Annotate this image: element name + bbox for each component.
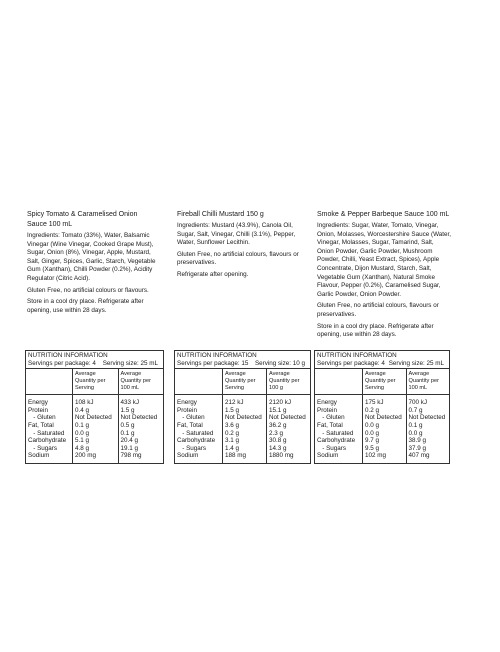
nutrition-table bbox=[315, 369, 449, 463]
nutrition-panel bbox=[174, 350, 311, 464]
column-header-per-100: Average Quantity per 100 mL bbox=[118, 369, 164, 395]
nutrient-label: Sodium bbox=[177, 452, 199, 460]
nutrient-value-per-100: 700 kJ bbox=[406, 395, 450, 407]
nutrient-value-per-serving: 0.0 g bbox=[72, 430, 118, 438]
ingredients-text: Ingredients: Tomato (33%), Water, Balsamic Vinegar (Wine Vinegar, Cooked Grape Must), Sugar, Onion (8%), Vinegar, Apple, Mustard, Salt, Ginger, Spices, Garlic, Starch, Vegetable Gum (Xanthan), Chilli Powder (0.2%), Acidity Regulator (Citric Acid). bbox=[27, 232, 156, 282]
serving-size: Serving size: 25 mL bbox=[102, 359, 158, 367]
column-header-per-serving: Average Quantity per Serving bbox=[222, 369, 266, 395]
serving-size: Serving size: 10 g bbox=[254, 359, 305, 367]
nutrient-label: - Gluten bbox=[317, 414, 345, 422]
ingredients-text: Ingredients: Sugar, Water, Tomato, Vinegar, Onion, Molasses, Worcestershire Sauce (Water, Vinegar, Molasses, Sugar, Tamarind, Salt, Onion Powder, Garlic Powder, Mushroom Powder, Chilli, Yeast Extract, Spices), Apple Concentrate, Dijon Mustard, Starch, Salt, Vegetable Gum (Xanthan), Natural Smoke Flavour, Pepper (0.2%), Caramelised Sugar, Garlic Powder, Onion Powder. bbox=[317, 222, 452, 298]
nutrition-heading: NUTRITION INFORMATION bbox=[177, 352, 257, 359]
nutrient-value-per-100: 2.3 g bbox=[266, 430, 310, 438]
nutrient-value-per-serving: 0.0 g bbox=[362, 430, 406, 438]
storage-text: Store in a cool dry place. Refrigerate after opening, use within 28 days. bbox=[317, 322, 434, 339]
nutrition-table bbox=[175, 369, 310, 463]
nutrient-value-per-serving: 4.8 g bbox=[72, 445, 118, 453]
nutrient-value-per-serving: Not Detected bbox=[362, 414, 406, 422]
nutrient-value-per-serving: 3.6 g bbox=[222, 422, 266, 430]
nutrient-label: Energy bbox=[177, 399, 197, 407]
nutrient-value-per-100: 0.0 g bbox=[406, 430, 450, 438]
nutrient-value-per-serving: 9.7 g bbox=[362, 437, 406, 445]
nutrient-value-per-100: 30.8 g bbox=[266, 437, 310, 445]
nutrient-value-per-100: 798 mg bbox=[118, 452, 164, 463]
nutrient-label: Protein bbox=[177, 406, 197, 414]
nutrient-label: Protein bbox=[28, 406, 48, 414]
nutrition-header bbox=[315, 351, 449, 369]
nutrition-heading: NUTRITION INFORMATION bbox=[28, 352, 108, 359]
nutrient-label: Carbohydrate bbox=[177, 437, 216, 445]
nutrient-label: - Gluten bbox=[177, 414, 205, 422]
nutrition-heading: NUTRITION INFORMATION bbox=[317, 352, 397, 359]
product-size: Sauce 100 mL bbox=[27, 221, 73, 228]
nutrient-value-per-serving: 9.5 g bbox=[362, 445, 406, 453]
nutrient-label: Sodium bbox=[317, 452, 339, 460]
nutrient-value-per-100: Not Detected bbox=[266, 414, 310, 422]
nutrient-value-per-100: 407 mg bbox=[406, 452, 450, 463]
column-header-blank bbox=[26, 369, 72, 395]
product-title: Spicy Tomato & Caramelised Onion bbox=[27, 211, 138, 218]
nutrient-label: Fat, Total bbox=[177, 421, 203, 429]
nutrient-label: - Sugars bbox=[177, 444, 207, 452]
column-header-blank bbox=[175, 369, 222, 395]
nutrient-value-per-serving: 0.0 g bbox=[362, 422, 406, 430]
nutrient-label: Fat, Total bbox=[317, 421, 343, 429]
ingredients-text: Ingredients: Mustard (43.9%), Canola Oil, Sugar, Salt, Vinegar, Chilli (3.1%), Pepper, Water, Sunflower Lecithin. bbox=[177, 222, 296, 247]
nutrient-value-per-serving: Not Detected bbox=[72, 414, 118, 422]
nutrient-value-per-serving: 102 mg bbox=[362, 452, 406, 463]
nutrient-label: - Saturated bbox=[177, 429, 214, 437]
nutrient-value-per-100: 19.1 g bbox=[118, 445, 164, 453]
nutrient-value-per-100: 38.9 g bbox=[406, 437, 450, 445]
product-title: Fireball Chilli Mustard 150 g bbox=[177, 211, 264, 218]
nutrient-value-per-serving: Not Detected bbox=[222, 414, 266, 422]
nutrient-value-per-serving: 0.2 g bbox=[222, 430, 266, 438]
nutrient-value-per-100: 14.3 g bbox=[266, 445, 310, 453]
nutrient-value-per-serving: 5.1 g bbox=[72, 437, 118, 445]
nutrient-label: Carbohydrate bbox=[317, 437, 356, 445]
nutrient-value-per-100: 1.5 g bbox=[118, 407, 164, 415]
nutrient-label: Energy bbox=[317, 399, 337, 407]
nutrient-value-per-100: 0.5 g bbox=[118, 422, 164, 430]
nutrient-value-per-100: 433 kJ bbox=[118, 395, 164, 407]
product-info-spicy-tomato bbox=[27, 210, 160, 318]
nutrition-panel bbox=[25, 350, 164, 464]
storage-text: Refrigerate after opening. bbox=[177, 270, 249, 278]
nutrient-label: - Sugars bbox=[28, 444, 58, 452]
product-title: Smoke & Pepper Barbeque Sauce 100 mL bbox=[317, 211, 450, 218]
product-info-smoke-pepper-bbq bbox=[317, 210, 452, 343]
nutrient-value-per-100: Not Detected bbox=[118, 414, 164, 422]
nutrient-value-per-serving: 0.2 g bbox=[362, 407, 406, 415]
servings-per-package: Servings per package: 4 bbox=[28, 359, 96, 367]
nutrient-label: - Saturated bbox=[317, 429, 354, 437]
column-header-per-serving: Average Quantity per Serving bbox=[72, 369, 118, 395]
product-info-fireball-mustard bbox=[177, 210, 307, 283]
nutrient-value-per-serving: 3.1 g bbox=[222, 437, 266, 445]
storage-text: Store in a cool dry place. Refrigerate after opening, use within 28 days. bbox=[27, 298, 144, 314]
column-header-per-100: Average Quantity per 100 g bbox=[266, 369, 310, 395]
nutrient-value-per-100: 1880 mg bbox=[266, 452, 310, 463]
column-header-blank bbox=[315, 369, 362, 395]
nutrient-value-per-100: 20.4 g bbox=[118, 437, 164, 445]
servings-per-package: Servings per package: 4 bbox=[317, 359, 385, 367]
nutrient-label: - Sugars bbox=[317, 444, 347, 452]
allergen-text: Gluten Free, no artificial colours, flavours or preservatives. bbox=[177, 250, 299, 267]
nutrient-value-per-serving: 175 kJ bbox=[362, 395, 406, 407]
nutrient-value-per-serving: 212 kJ bbox=[222, 395, 266, 407]
nutrient-value-per-100: 0.7 g bbox=[406, 407, 450, 415]
nutrient-value-per-100: 0.1 g bbox=[118, 430, 164, 438]
nutrient-value-per-100: 2120 kJ bbox=[266, 395, 310, 407]
nutrient-label: Energy bbox=[28, 399, 48, 407]
nutrition-panel bbox=[314, 350, 450, 464]
nutrient-value-per-serving: 188 mg bbox=[222, 452, 266, 463]
nutrient-value-per-serving: 0.4 g bbox=[72, 407, 118, 415]
nutrient-value-per-serving: 200 mg bbox=[72, 452, 118, 463]
nutrient-value-per-100: 37.9 g bbox=[406, 445, 450, 453]
nutrient-value-per-serving: 1.5 g bbox=[222, 407, 266, 415]
allergen-text: Gluten Free, no artificial colours, flavours or preservatives. bbox=[317, 302, 439, 318]
nutrition-table bbox=[26, 369, 163, 463]
nutrient-label: - Saturated bbox=[28, 429, 65, 437]
nutrient-value-per-100: 36.2 g bbox=[266, 422, 310, 430]
servings-per-package: Servings per package: 15 bbox=[177, 359, 249, 367]
allergen-text: Gluten Free, no artificial colours or flavours. bbox=[27, 286, 149, 294]
nutrition-header bbox=[26, 351, 163, 369]
nutrient-label: Protein bbox=[317, 406, 337, 414]
column-header-per-serving: Average Quantity per Serving bbox=[362, 369, 406, 395]
serving-size: Serving size: 25 mL bbox=[388, 359, 444, 367]
nutrient-value-per-100: 15.1 g bbox=[266, 407, 310, 415]
nutrient-value-per-serving: 108 kJ bbox=[72, 395, 118, 407]
nutrient-label: Carbohydrate bbox=[28, 437, 67, 445]
nutrition-header bbox=[175, 351, 310, 369]
nutrient-label: - Gluten bbox=[28, 414, 56, 422]
nutrient-value-per-100: Not Detected bbox=[406, 414, 450, 422]
nutrient-value-per-serving: 1.4 g bbox=[222, 445, 266, 453]
nutrient-value-per-serving: 0.1 g bbox=[72, 422, 118, 430]
column-header-per-100: Average Quantity per 100 mL bbox=[406, 369, 450, 395]
nutrient-label: Fat, Total bbox=[28, 421, 54, 429]
nutrient-value-per-100: 0.1 g bbox=[406, 422, 450, 430]
nutrient-label: Sodium bbox=[28, 452, 50, 460]
